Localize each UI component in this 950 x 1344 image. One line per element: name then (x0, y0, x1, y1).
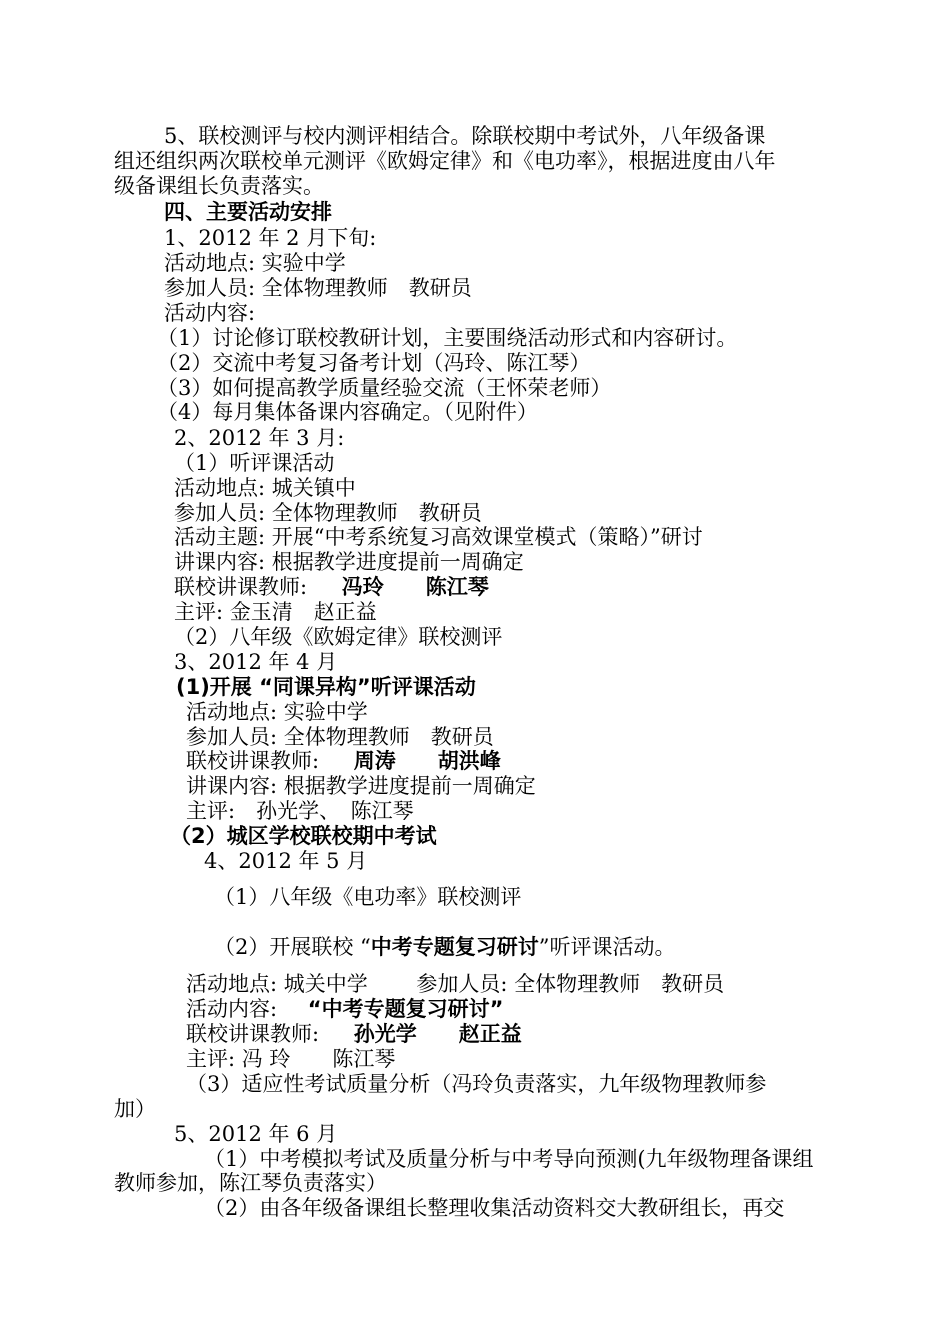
act4-content-label: 活动内容: (186, 997, 278, 1021)
act3-teacher-row (186, 748, 501, 774)
section-heading: 四、主要活动安排 (164, 200, 332, 224)
act4-teachers: 孙光学 赵正益 (353, 1022, 522, 1046)
act4-content-row (186, 996, 503, 1022)
act1-content-label: 活动内容: (164, 301, 256, 325)
act5-sub2-line-1: （2）由各年级备课组长整理收集活动资料交大教研组长，再交 (204, 1196, 785, 1220)
act3-review: 主评: 孙光学、 陈江琴 (186, 799, 414, 823)
act1-item-1: （1）讨论修订联校教研计划，主要围绕活动形式和内容研讨。 (157, 326, 738, 350)
act4-title: 4、2012 年 5 月 (204, 849, 368, 873)
act3-sub2: （2）城区学校联校期中考试 (170, 824, 437, 848)
act2-lecture: 讲课内容: 根据教学进度提前一周确定 (174, 550, 524, 574)
act1-item-3: （3）如何提高教学质量经验交流（王怀荣老师） (157, 376, 612, 400)
act2-teachers: 冯玲 陈江琴 (341, 575, 489, 599)
act5-sub1-line-2: 教师参加，陈江琴负责落实） (114, 1171, 387, 1195)
act4-sub2-bold: 中考专题复习研讨 (370, 935, 539, 959)
act1-title: 1、2012 年 2 月下旬: (164, 226, 377, 250)
act2-teacher-row (174, 574, 489, 600)
act5-title: 5、2012 年 6 月 (174, 1122, 338, 1146)
act2-place: 活动地点: 城关镇中 (174, 476, 356, 500)
act1-people: 参加人员: 全体物理教师 教研员 (164, 276, 472, 300)
act4-sub1: （1）八年级《电功率》联校测评 (214, 885, 522, 909)
act2-sub1: （1）听评课活动 (174, 451, 335, 475)
intro-line-3: 级备课组长负责落实。 (114, 174, 324, 198)
act3-place: 活动地点: 实验中学 (186, 700, 368, 724)
act3-teacher-label: 联校讲课教师: (186, 749, 320, 773)
act3-lecture: 讲课内容: 根据教学进度提前一周确定 (186, 774, 536, 798)
act4-teacher-label: 联校讲课教师: (186, 1022, 320, 1046)
act4-teacher-row (186, 1021, 522, 1047)
act3-sub1: (1)开展 “同课异构”听评课活动 (176, 675, 476, 699)
act1-place: 活动地点: 实验中学 (164, 251, 346, 275)
act1-item-2: （2）交流中考复习备考计划（冯玲、陈江琴） (157, 351, 591, 375)
act4-content-value: “中考专题复习研讨” (307, 997, 504, 1021)
intro-line-1: 5、联校测评与校内测评相结合。除联校期中考试外，八年级备课 (164, 124, 766, 148)
act3-people: 参加人员: 全体物理教师 教研员 (186, 725, 494, 749)
act3-teachers: 周涛 胡洪峰 (353, 749, 501, 773)
act2-title: 2、2012 年 3 月: (174, 426, 345, 450)
act3-title: 3、2012 年 4 月 (174, 650, 338, 674)
act2-people: 参加人员: 全体物理教师 教研员 (174, 501, 482, 525)
act1-item-4: （4）每月集体备课内容确定。（见附件） (157, 400, 538, 424)
act4-sub3-line-2: 加） (114, 1097, 156, 1121)
act2-teacher-label: 联校讲课教师: (174, 575, 308, 599)
intro-line-2: 组还组织两次联校单元测评《欧姆定律》和《电功率》，根据进度由八年 (114, 149, 776, 173)
act2-review: 主评: 金玉清 赵正益 (174, 600, 377, 624)
act4-place-people: 活动地点: 城关中学 参加人员: 全体物理教师 教研员 (186, 972, 725, 996)
act4-sub2 (214, 934, 676, 960)
act5-sub1-line-1: （1）中考模拟考试及质量分析与中考导向预测(九年级物理备课组 (204, 1147, 814, 1171)
act4-sub2-suffix: ”听评课活动。 (538, 935, 676, 959)
act4-sub3-line-1: （3）适应性考试质量分析（冯玲负责落实，九年级物理教师参 (186, 1072, 767, 1096)
act4-sub2-prefix: （2）开展联校 “ (214, 935, 371, 959)
act2-sub2: （2）八年级《欧姆定律》联校测评 (174, 625, 503, 649)
act4-review: 主评: 冯 玲 陈江琴 (186, 1047, 396, 1071)
act2-theme: 活动主题: 开展“中考系统复习高效课堂模式（策略）”研讨 (174, 525, 703, 549)
